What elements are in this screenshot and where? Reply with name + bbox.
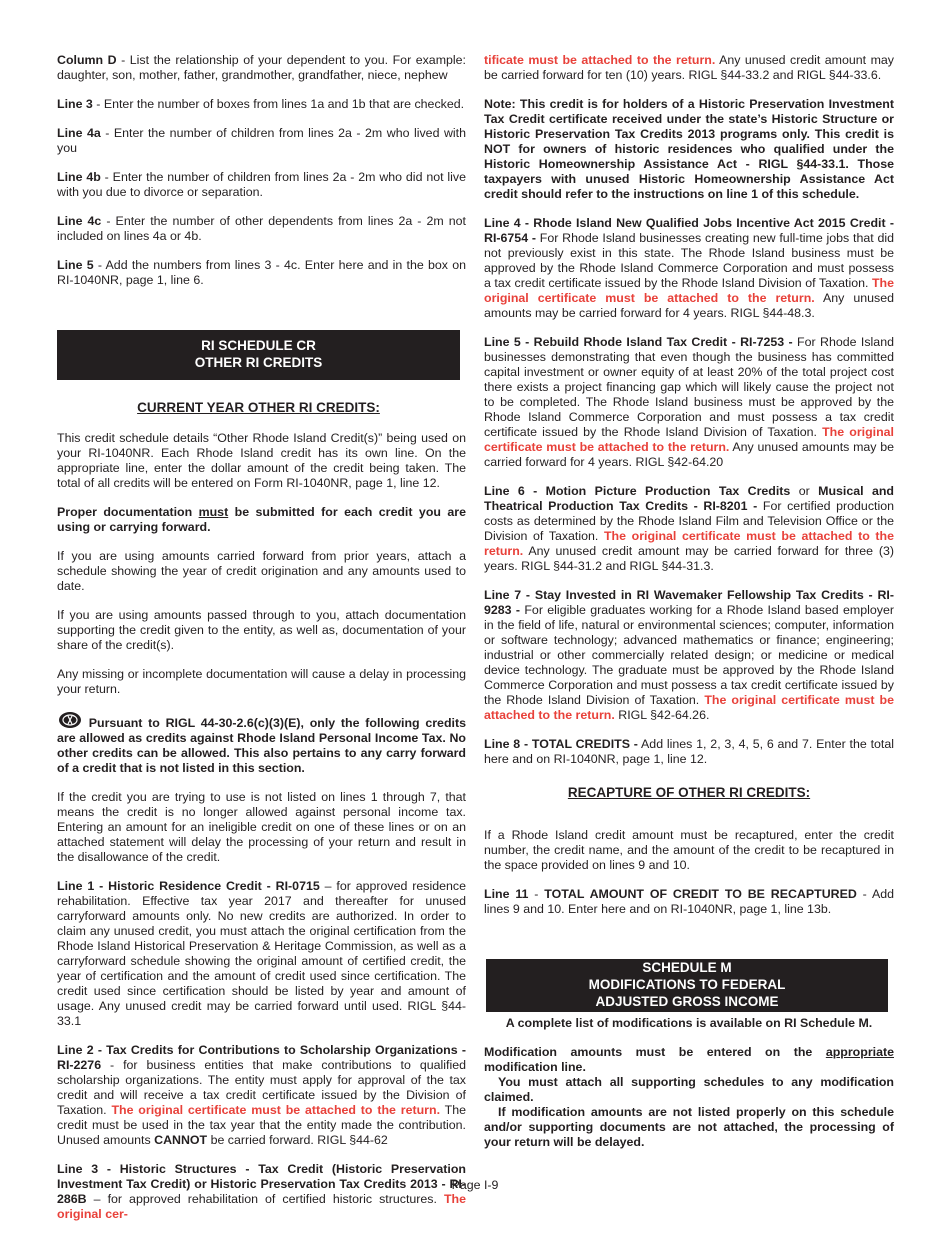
complete-list-note: A complete list of modifications is available on RI Schedule M.: [505, 1016, 873, 1030]
pursuant-paragraph: Pursuant to RIGL 44-30-2.6(c)(3)(E), only the following credits are allowed as credits against Rhode Island Personal Income Tax. No other credits can be allowed. This also pertains to any carry forward of a credit that is not listed in this section.: [57, 711, 466, 776]
line-5-instruction: Line 5 - Add the numbers from lines 3 - 4c. Enter here and in the box on RI-1040NR, page 1, line 6.: [57, 258, 466, 287]
banner-m-line-3: ADJUSTED GROSS INCOME: [595, 994, 779, 1009]
modification-note-1: Modification amounts must be entered on the appropriate modification line.: [484, 1045, 894, 1074]
warning-seal-icon: [57, 711, 83, 729]
line-6-motion-picture: Line 6 - Motion Picture Production Tax Credits or Musical and Theatrical Production Tax Credits - RI-8201 - For certified production costs as determined by the Rhode Island Film and Television Office or the Division of Taxation. The original certificate must be attached to the return. Any unused credit amount may be carried forward for three (3) years. RIGL §44-31.2 and RIGL §44-31.3.: [484, 484, 894, 573]
line-3-continued: tificate must be attached to the return. Any unused credit amount may be carried forward for ten (10) years. RIGL §44-33.2 and RIGL §44-33.6.: [484, 53, 894, 82]
current-year-heading: CURRENT YEAR OTHER RI CREDITS:: [137, 400, 380, 415]
schedule-m-banner: [486, 959, 888, 1012]
passed-through-paragraph: If you are using amounts passed through to you, attach documentation supporting the credit given to the entity, as well as, documentation of your share of the credit(s).: [57, 608, 466, 652]
line-4-jobs-incentive: Line 4 - Rhode Island New Qualified Jobs Incentive Act 2015 Credit - RI-6754 - For Rhode Island businesses creating new full-time jobs that did not previously exist in this state. The Rhode Island business must be approved by the Rhode Island Commerce Corporation and must possess a tax credit certificate issued by the Rhode Island Division of Taxation. The original certificate must be attached to the return. Any unused amounts may be carried forward for 4 years. RIGL §44-48.3.: [484, 216, 895, 320]
carried-forward-paragraph: If you are using amounts carried forward from prior years, attach a schedule showing the year of credit origination and any amounts used to date.: [57, 549, 466, 593]
right-column: [484, 53, 894, 1164]
modification-note-3: If modification amounts are not listed properly on this schedule and/or supporting documents are not attached, the processing of your return will be delayed.: [484, 1105, 894, 1149]
modification-note-2: You must attach all supporting schedules to any modification claimed.: [484, 1075, 894, 1104]
historic-note: Note: This credit is for holders of a Historic Preservation Investment Tax Credit certificate received under the state’s Historic Structure or Historic Preservation Tax Credits 2013 programs only. This credit is NOT for owners of historic residences who qualified under the Historic Homeownership Assistance Act - RIGL §44-33.1. Those taxpayers with unused Historic Homeownership Assistance Act credit should refer to the instructions on line 1 of this schedule.: [484, 97, 894, 201]
banner-line-2: OTHER RI CREDITS: [194, 355, 323, 370]
page-number: Page I-9: [451, 1178, 499, 1192]
recapture-heading: RECAPTURE OF OTHER RI CREDITS:: [567, 785, 811, 800]
line-3-historic-structures: Line 3 - Historic Structures - Tax Credit (Historic Preservation Investment Tax Credit) or Historic Preservation Tax Credits 2013 - RI-286B – for approved rehabilitation of certified historic structures. The original cer-: [57, 1162, 466, 1221]
column-d-instruction: Column D - List the relationship of your dependent to you. For example: daughter, son, mother, father, grandmother, grandfather, niece, nephew: [57, 53, 466, 82]
line-4a-instruction: Line 4a - Enter the number of children from lines 2a - 2m who lived with you: [57, 126, 466, 155]
line-4c-instruction: Line 4c - Enter the number of other dependents from lines 2a - 2m not included on lines 4a or 4b.: [57, 214, 466, 243]
missing-documentation-paragraph: Any missing or incomplete documentation will cause a delay in processing your return.: [57, 667, 466, 696]
banner-line-1: RI SCHEDULE CR: [201, 338, 316, 353]
line-2-scholarship: Line 2 - Tax Credits for Contributions to Scholarship Organizations - RI-2276 - for business entities that make contributions to qualified scholarship organizations. The entity must apply for approval of the tax credit and will receive a tax credit certificate issued by the Division of Taxation. The original certificate must be attached to the return. The credit must be used in the tax year that the entity made the contribution. Unused amounts CANNOT be carried forward. RIGL §44-62: [57, 1043, 466, 1147]
schedule-cr-banner: [57, 330, 460, 380]
line-11-recapture-total: Line 11 - TOTAL AMOUNT OF CREDIT TO BE RECAPTURED - Add lines 9 and 10. Enter here and on RI-1040NR, page 1, line 13b.: [484, 887, 895, 916]
line-8-total-credits: Line 8 - TOTAL CREDITS - Add lines 1, 2, 3, 4, 5, 6 and 7. Enter the total here and on RI-1040NR, page 1, line 12.: [484, 737, 894, 766]
not-listed-paragraph: If the credit you are trying to use is not listed on lines 1 through 7, that means the credit is no longer allowed against personal income tax. Entering an amount for an ineligible credit on one of these lines or on an attached statement will delay the processing of your return and result in the disallowance of the credit.: [57, 790, 466, 864]
proper-documentation: Proper documentation must be submitted for each credit you are using or carrying forward.: [57, 505, 466, 534]
left-column: [57, 53, 466, 1236]
banner-m-line-2: MODIFICATIONS TO FEDERAL: [588, 977, 786, 992]
line-7-wavemaker: Line 7 - Stay Invested in RI Wavemaker Fellowship Tax Credits - RI-9283 - For eligible graduates working for a Rhode Island based employer in the field of life, natural or environmental sciences; computer, information or software technology; advanced mathematics or finance; engineering; industrial or other commercially related design; or medicine or medical device technology. The graduate must be approved by the Rhode Island Commerce Corporation and must possess a tax credit certificate issued by the Rhode Island Division of Taxation. The original certificate must be attached to the return. RIGL §42-64.26.: [484, 588, 894, 722]
line-3-instruction: Line 3 - Enter the number of boxes from lines 1a and 1b that are checked.: [57, 97, 465, 111]
banner-m-line-1: SCHEDULE M: [642, 960, 732, 975]
line-5-rebuild-ri: Line 5 - Rebuild Rhode Island Tax Credit - RI-7253 - For Rhode Island businesses demonstrating that even though the business has committed capital investment or owner equity of at least 20% of the total project cost there exists a project financing gap which will likely cause the project not to be completed. The Rhode Island business must be approved by the Rhode Island Commerce Corporation and must possess a tax credit certificate issued by the Rhode Island Division of Taxation. The original certificate must be attached to the return. Any unused amounts may be carried forward for 4 years. RIGL §42-64.20: [484, 335, 894, 469]
line-1-historic-residence: Line 1 - Historic Residence Credit - RI-0715 – for approved residence rehabilitation. Effective tax year 2017 and thereafter for unused carryforward amounts only. No new credits are authorized. In order to claim any unused credit, you must attach the original certification from the Rhode Island Historical Preservation & Heritage Commission, as well as a carryforward schedule showing the original amount of certified credit, the year of certification and the amount of credit used since certification. The credit used since certification should be listed by year and amount of usage. Any unused credit may be carried forward until used. RIGL §44-33.1: [57, 879, 466, 1028]
recapture-paragraph: If a Rhode Island credit amount must be recaptured, enter the credit number, the credit name, and the amount of the credit to be recaptured in the space provided on lines 9 and 10.: [484, 828, 894, 872]
intro-paragraph: This credit schedule details “Other Rhode Island Credit(s)” being used on your RI-1040NR. Each Rhode Island credit has its own line. On the appropriate line, enter the dollar amount of the credit being taken. The total of all credits will be entered on Form RI-1040NR, page 1, line 12.: [57, 431, 466, 490]
line-4b-instruction: Line 4b - Enter the number of children from lines 2a - 2m who did not live with you due to divorce or separation.: [57, 170, 467, 199]
